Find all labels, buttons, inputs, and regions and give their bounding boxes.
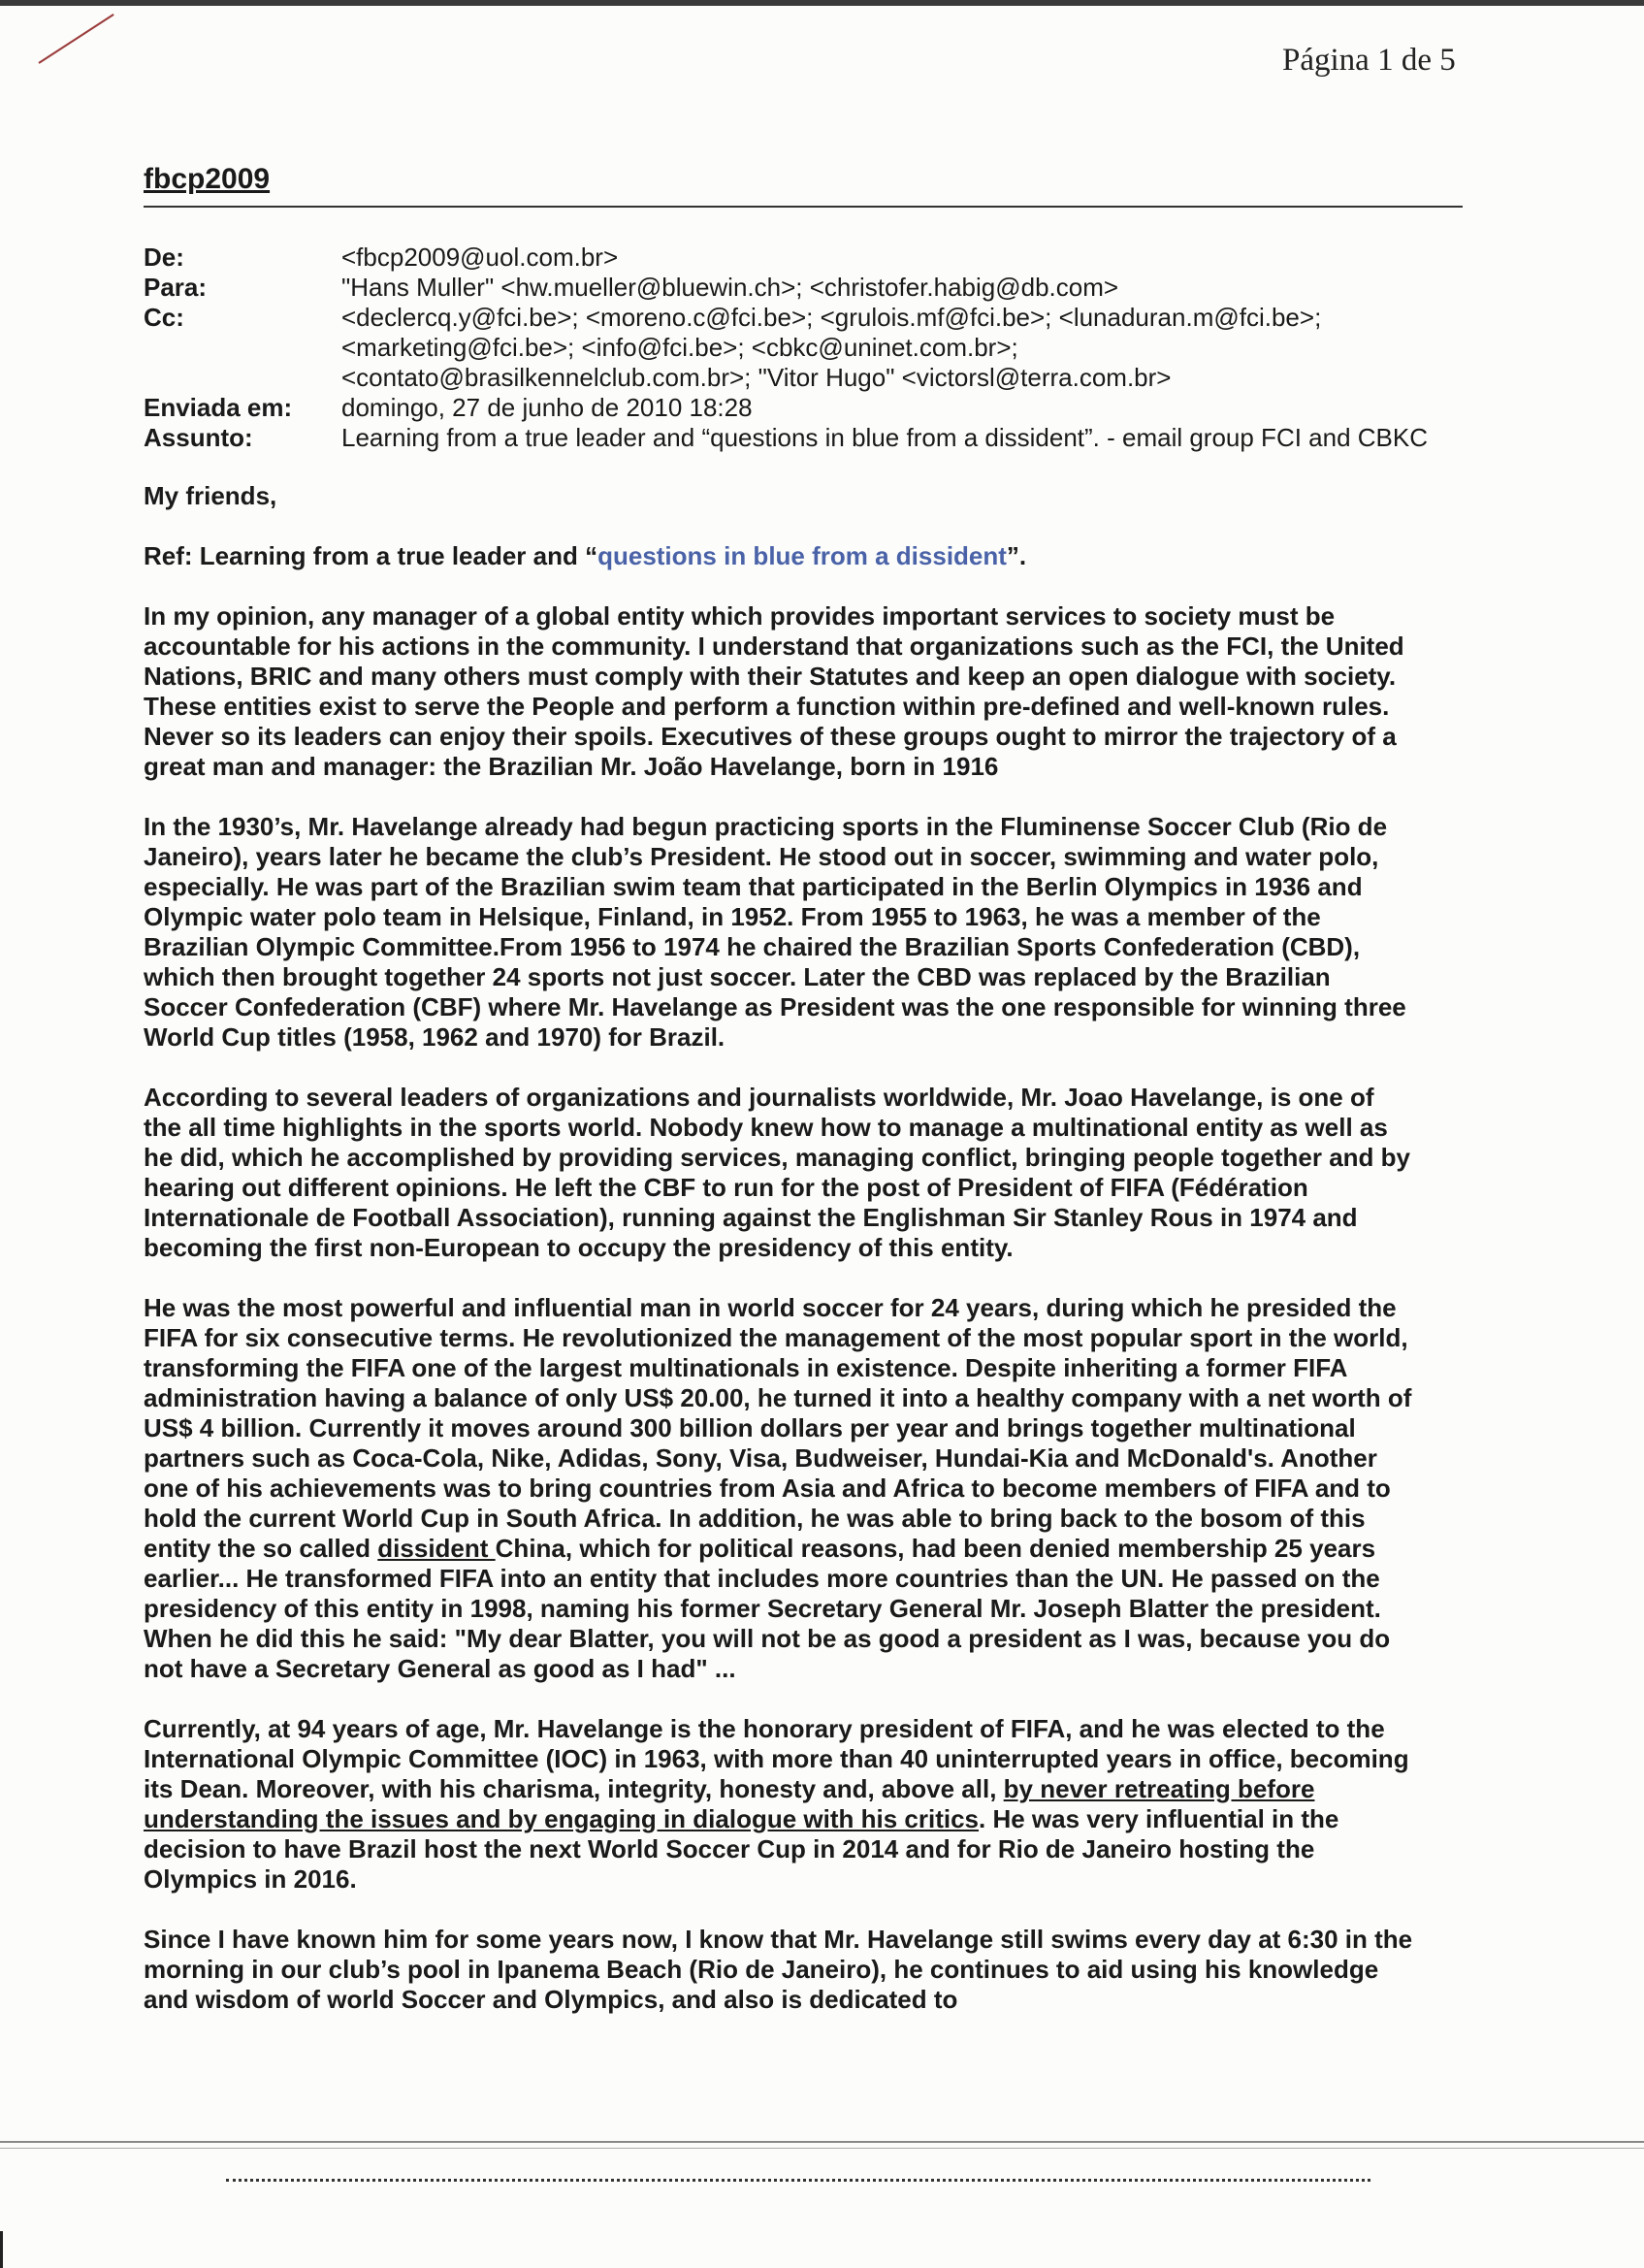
sent-label: Enviada em:: [144, 393, 293, 422]
paragraph-5-underlined: by never retreating before understanding the issues and by engaging in dialogue with his critics: [144, 1774, 1315, 1833]
paragraph-5-part-b: . He was very influential in the decision to have Brazil host the next World Soccer Cup in 2014 and for Rio de Janeiro hosting the Olympics in 2016.: [144, 1804, 1339, 1894]
reference-suffix: ”.: [1006, 541, 1027, 570]
paragraph-6: Since I have known him for some years now, I know that Mr. Havelange still swims every day at 6:30 in the morning in our club’s pool in Ipanema Beach (Rio de Janeiro), he continues to aid using his knowledge and wisdom of world Soccer and Olympics, and also is dedicated to: [144, 1925, 1413, 2014]
email-headers: [144, 243, 1457, 453]
paragraph-4: [144, 1293, 1414, 1684]
cc-row: [144, 303, 1457, 393]
reference-line: [144, 541, 1414, 571]
to-row: [144, 273, 1457, 303]
scan-edge-mark: [0, 2231, 3, 2268]
paragraph-4-part-b: China, which for political reasons, had been denied membership 25 years earlier... He transformed FIFA into an entity that includes more countries than the UN. He passed on the presidency of this entity in 1998, naming his former Secretary General Mr. Joseph Blatter the president. When he did this he said: "My dear Blatter, you will not be as good a president as I was, because you do not have a Secretary General as good as I had" ...: [144, 1534, 1391, 1683]
subject-label: Assunto:: [144, 423, 253, 452]
paragraph-3: According to several leaders of organizations and journalists worldwide, Mr. Joao Havelange, is one of the all time highlights in the sports world. Nobody knew how to manage a multinational entity as well as he did, which he accomplished by providing services, managing conflict, bringing people together and by hearing out different opinions. He left the CBF to run for the post of President of FIFA (Fédération Internationale de Football Association), running against the Englishman Sir Stanley Rous in 1974 and becoming the first non-European to occupy the presidency of this entity.: [144, 1083, 1410, 1262]
pencil-mark: [38, 14, 113, 64]
greeting: My friends,: [144, 481, 277, 510]
header-divider: [144, 206, 1463, 208]
reference-prefix: Ref: Learning from a true leader and “: [144, 541, 598, 570]
to-label: Para:: [144, 273, 208, 302]
subject-value: Learning from a true leader and “questions in blue from a dissident”. - email group FCI and CBKC: [341, 423, 1429, 452]
footer-rule-secondary: [0, 2148, 1644, 2149]
paragraph-5-part-a: Currently, at 94 years of age, Mr. Havelange is the honorary president of FIFA, and he was elected to the International Olympic Committee (IOC) in 1963, with more than 40 uninterrupted years in office, becoming its Dean. Moreover, with his charisma, integrity, honesty and, above all,: [144, 1714, 1409, 1803]
from-label: De:: [144, 243, 184, 272]
cc-line-1: <declercq.y@fci.be>; <moreno.c@fci.be>; <grulois.mf@fci.be>; <lunaduran.m@fci.be>;: [341, 303, 1322, 332]
footer-rule: [0, 2141, 1644, 2143]
sent-value: domingo, 27 de junho de 2010 18:28: [341, 393, 753, 422]
paragraph-1: In my opinion, any manager of a global entity which provides important services to society must be accountable for his actions in the community. I understand that organizations such as the FCI, the United Nations, BRIC and many others must comply with their Statutes and keep an open dialogue with society. These entities exist to serve the People and perform a function within pre-defined and well-known rules. Never so its leaders can enjoy their spoils. Executives of these groups ought to mirror the trajectory of a great man and manager: the Brazilian Mr. João Havelange, born in 1916: [144, 601, 1404, 781]
paragraph-4-part-a: He was the most powerful and influential man in world soccer for 24 years, during which he presided the FIFA for six consecutive terms. He revolutionized the management of the most popular sport in the world, transforming the FIFA one of the largest multinationals in existence. Despite inheriting a former FIFA administration having a balance of only US$ 20.00, he turned it into a healthy company with a net worth of US$ 4 billion. Currently it moves around 300 billion dollars per year and brings together multinational partners such as Coca-Cola, Nike, Adidas, Sony, Visa, Budweiser, Hundai-Kia and McDonald's. Another one of his achievements was to bring countries from Asia and Africa to become members of FIFA and to hold the current World Cup in South Africa. In addition, he was able to bring back to the bosom of this entity the so called: [144, 1293, 1412, 1563]
paragraph-5: [144, 1714, 1414, 1895]
email-body: [144, 481, 1414, 2045]
page-number: Página 1 de 5: [1282, 43, 1456, 78]
scan-top-edge: [0, 0, 1644, 6]
to-value: "Hans Muller" <hw.mueller@bluewin.ch>; <christofer.habig@db.com>: [341, 273, 1119, 302]
subject-row: [144, 423, 1457, 453]
paragraph-4-underlined: dissident: [377, 1534, 496, 1563]
sent-row: [144, 393, 1457, 423]
from-value: <fbcp2009@uol.com.br>: [341, 243, 619, 272]
reference-blue-text: questions in blue from a dissident: [597, 541, 1007, 570]
footer-dotted-line: [226, 2179, 1370, 2182]
sender-name: fbcp2009: [144, 163, 271, 195]
cc-label: Cc:: [144, 303, 184, 332]
paragraph-2: In the 1930’s, Mr. Havelange already had begun practicing sports in the Fluminense Soccer Club (Rio de Janeiro), years later he became the club’s President. He stood out in soccer, swimming and water polo, especially. He was part of the Brazilian swim team that participated in the Berlin Olympics in 1936 and Olympic water polo team in Helsique, Finland, in 1952. From 1955 to 1963, he was a member of the Brazilian Olympic Committee.From 1956 to 1974 he chaired the Brazilian Sports Confederation (CBD), which then brought together 24 sports not just soccer. Later the CBD was replaced by the Brazilian Soccer Confederation (CBF) where Mr. Havelange as President was the one responsible for winning three World Cup titles (1958, 1962 and 1970) for Brazil.: [144, 812, 1406, 1052]
cc-line-2: <marketing@fci.be>; <info@fci.be>; <cbkc@uninet.com.br>;: [341, 333, 1018, 362]
cc-line-3: <contato@brasilkennelclub.com.br>; "Vitor Hugo" <victorsl@terra.com.br>: [341, 363, 1172, 392]
cc-value: [341, 303, 1457, 393]
from-row: [144, 243, 1457, 273]
